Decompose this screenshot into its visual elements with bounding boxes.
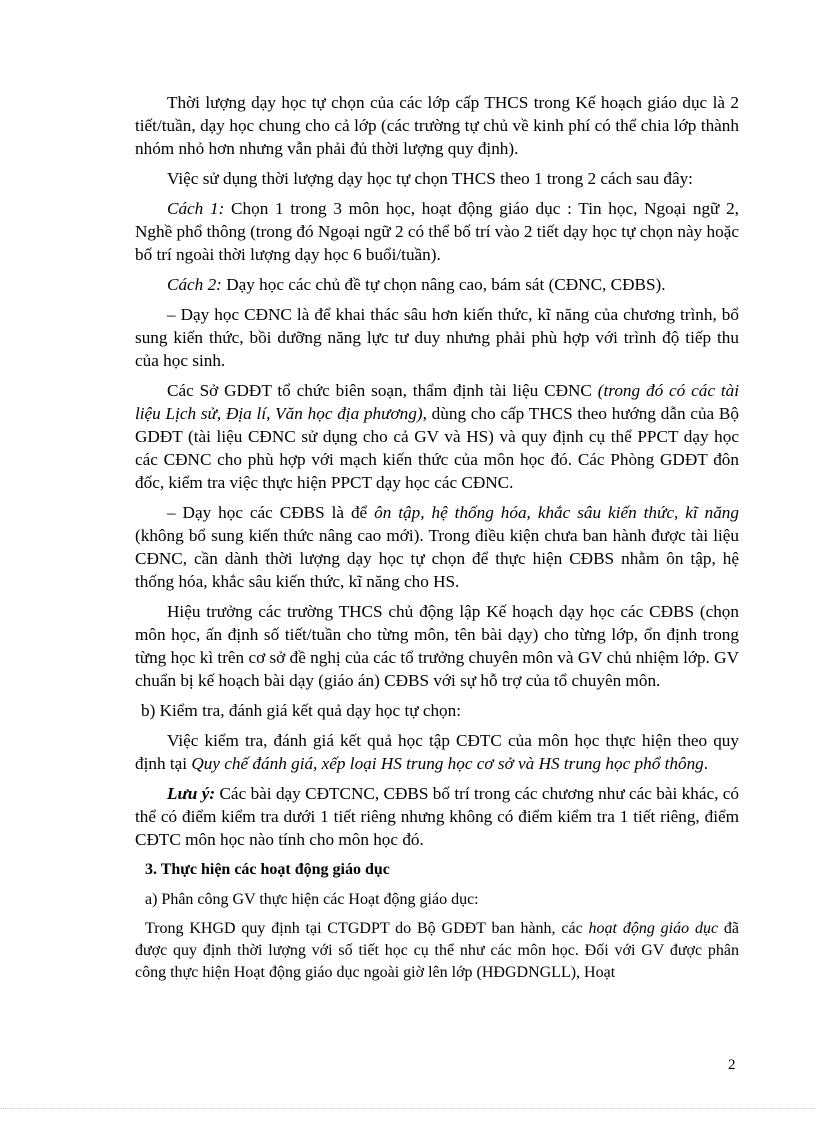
paragraph-text: – Dạy học các CĐBS là để bbox=[167, 503, 375, 522]
paragraph-text: Việc sử dụng thời lượng dạy học tự chọn THCS theo 1 trong 2 cách sau đây: bbox=[167, 169, 693, 188]
paragraph-text: Thời lượng dạy học tự chọn của các lớp cấp THCS trong Kế hoạch giáo dục là 2 tiết/tuần, dạy học chung cho cả lớp (các trường tự chủ về kinh phí có thể chia lớp thành nhóm nhỏ hơn nhưng vẫn phải đủ thời lượng quy định). bbox=[135, 93, 739, 158]
paragraph-elective-duration bbox=[135, 91, 739, 160]
paragraph-cdbs bbox=[135, 501, 739, 593]
page-number: 2 bbox=[728, 1057, 736, 1073]
paragraph-text: Việc kiểm tra, đánh giá kết quả học tập CĐTC của môn học thực hiện theo quy định tại bbox=[135, 731, 739, 773]
paragraph-text: Chọn 1 trong 3 môn học, hoạt động giáo dục : Tin học, Ngoại ngữ 2, Nghề phổ thông (trong đó Ngoại ngữ 2 có thể bố trí vào 2 tiết dạy học tự chọn này hoặc bố trí ngoài thời lượng dạy học 6 buổi/tuần). bbox=[135, 199, 739, 264]
option-2-label: Cách 2: bbox=[167, 275, 222, 294]
paragraph-note bbox=[135, 782, 739, 851]
paragraph-text: b) Kiểm tra, đánh giá kết quả dạy học tự chọn: bbox=[141, 701, 462, 720]
paragraph-text: (không bổ sung kiến thức nâng cao mới). Trong điều kiện chưa ban hành được tài liệu CĐNC, cần dành thời lượng dạy học tự chọn để thực hiện CĐBS nhằm ôn tập, hệ thống hóa, khắc sâu kiến thức, kĩ năng cho HS. bbox=[135, 526, 739, 591]
paragraph-principal-plan bbox=[135, 600, 739, 692]
paragraph-text: Dạy học các chủ đề tự chọn nâng cao, bám sát (CĐNC, CĐBS). bbox=[221, 275, 666, 294]
paragraph-text: Hiệu trưởng các trường THCS chủ động lập Kế hoạch dạy học các CĐBS (chọn môn học, ấn định số tiết/tuần cho từng môn, tên bài dạy) cho từng lớp, ổn định trong từng học kì trên cơ sở đề nghị của các tổ trưởng chuyên môn và GV chủ nhiệm lớp. GV chuẩn bị kế hoạch bài dạy (giáo án) CĐBS với sự hỗ trợ của tổ chuyên môn. bbox=[135, 602, 739, 690]
paragraph-cdnc-materials bbox=[135, 379, 739, 494]
paragraph-italic: hoạt động giáo dục bbox=[588, 920, 719, 937]
paragraph-cdnc bbox=[135, 303, 739, 372]
note-label: Lưu ý: bbox=[167, 784, 216, 803]
option-1-label: Cách 1: bbox=[167, 199, 225, 218]
paragraph-text: Trong KHGD quy định tại CTGDPT do Bộ GDĐT ban hành, các bbox=[145, 920, 589, 937]
page-body bbox=[135, 91, 739, 991]
paragraph-activities bbox=[135, 918, 739, 984]
paragraph-text: Các bài dạy CĐTCNC, CĐBS bố trí trong các chương như các bài khác, có thể có điểm kiểm tra dưới 1 tiết riêng nhưng không có điểm kiểm tra 1 tiết riêng, điểm CĐTC môn học nào tính cho môn học đó. bbox=[135, 784, 739, 849]
paragraph-option-2 bbox=[135, 273, 739, 296]
paragraph-italic: ôn tập, hệ thống hóa, khắc sâu kiến thức, kĩ năng bbox=[374, 503, 739, 522]
paragraph-text: . bbox=[703, 754, 709, 773]
paragraph-italic: Quy chế đánh giá, xếp loại HS trung học cơ sở và HS trung học phổ thông bbox=[191, 754, 704, 773]
paragraph-text: , dùng cho cấp THCS theo hướng dẫn của Bộ GDĐT (tài liệu CĐNC sử dụng cho cả GV và HS) và quy định cụ thể PPCT dạy học các CĐNC cho phù hợp với mạch kiến thức của môn học đó. Các Phòng GDĐT đôn đốc, kiểm tra việc thực hiện PPCT dạy học các CĐNC. bbox=[135, 404, 739, 492]
heading-assessment bbox=[135, 699, 739, 722]
subheading-3a bbox=[135, 888, 739, 911]
paragraph-text: a) Phân công GV thực hiện các Hoạt động giáo dục: bbox=[145, 891, 479, 908]
paragraph-two-options bbox=[135, 167, 739, 190]
paragraph-option-1 bbox=[135, 197, 739, 266]
section-title: 3. Thực hiện các hoạt động giáo dục bbox=[145, 861, 390, 878]
paragraph-assessment bbox=[135, 729, 739, 775]
paragraph-text: – Dạy học CĐNC là để khai thác sâu hơn kiến thức, kĩ năng của chương trình, bổ sung kiến thức, bồi dưỡng năng lực tư duy nhưng phải phù hợp với trình độ tiếp thu của học sinh. bbox=[135, 305, 739, 370]
section-heading-3 bbox=[135, 858, 739, 881]
paragraph-text: đã được quy định thời lượng với số tiết học cụ thể như các môn học. Đối với GV được phân công thực hiện Hoạt động giáo dục ngoài giờ lên lớp (HĐGDNGLL), Hoạt bbox=[135, 920, 739, 981]
paragraph-italic: (trong đó có các tài liệu Lịch sử, Địa lí, Văn học địa phương) bbox=[135, 381, 739, 423]
page-bottom-divider bbox=[0, 1108, 816, 1109]
paragraph-text: Các Sở GDĐT tổ chức biên soạn, thẩm định tài liệu CĐNC bbox=[167, 381, 598, 400]
